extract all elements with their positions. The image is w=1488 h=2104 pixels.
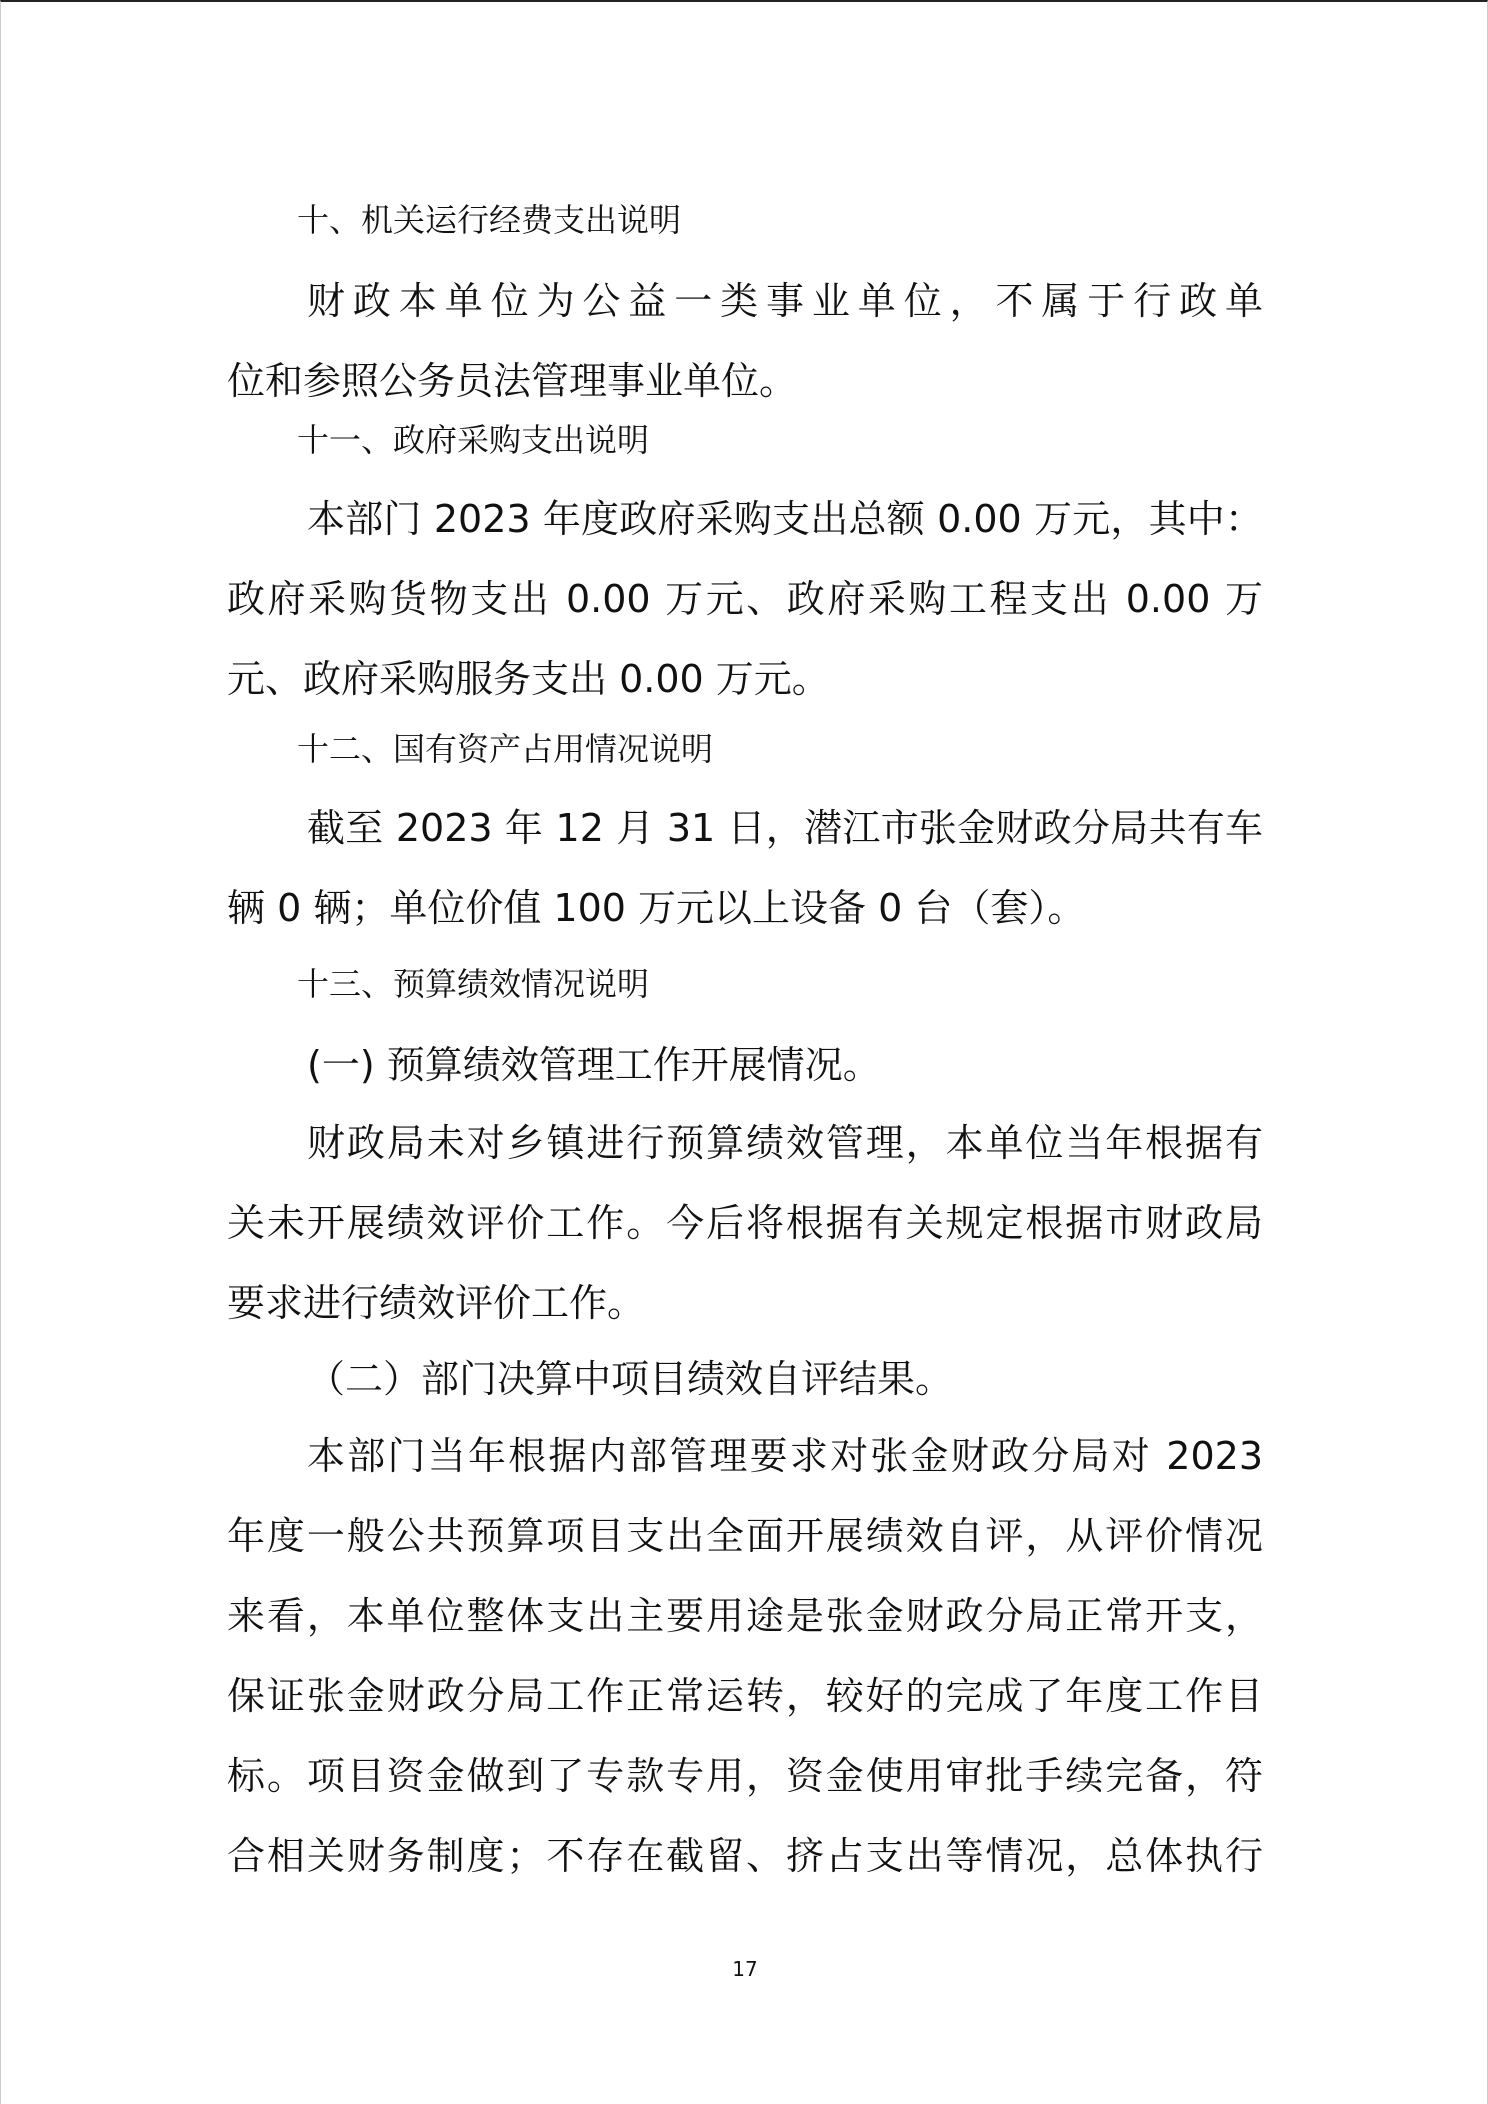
- page-number: 17: [732, 1957, 758, 1981]
- paragraph-line: 标。项目资金做到了专款专用，资金使用审批手续完备，符: [227, 1754, 1263, 1798]
- section-heading-11: 十一、政府采购支出说明: [297, 421, 650, 459]
- paragraph-line: 位和参照公务员法管理事业单位。: [227, 359, 798, 403]
- subsection-heading-1: (一) 预算绩效管理工作开展情况。: [307, 1043, 881, 1087]
- section-heading-10: 十、机关运行经费支出说明: [297, 201, 682, 239]
- section-heading-12: 十二、国有资产占用情况说明: [297, 730, 714, 768]
- paragraph-line: 年度一般公共预算项目支出全面开展绩效自评，从评价情况: [227, 1514, 1263, 1558]
- section-12-paragraph: [227, 788, 1263, 948]
- section-11-paragraph: [227, 479, 1263, 719]
- section-13-paragraph-1: [227, 1103, 1263, 1343]
- paragraph-line: 辆 0 辆；单位价值 100 万元以上设备 0 台（套）。: [227, 886, 1086, 930]
- section-10-paragraph: [227, 261, 1263, 421]
- paragraph-line: 合相关财务制度；不存在截留、挤占支出等情况，总体执行: [227, 1834, 1263, 1878]
- subsection-heading-2: （二）部门决算中项目绩效自评结果。: [307, 1357, 954, 1401]
- paragraph-line: 要求进行绩效评价工作。: [227, 1281, 646, 1325]
- paragraph-line: 政府采购货物支出 0.00 万元、政府采购工程支出 0.00 万: [227, 577, 1263, 621]
- section-heading-13: 十三、预算绩效情况说明: [297, 965, 650, 1003]
- paragraph-line: 来看，本单位整体支出主要用途是张金财政分局正常开支，: [227, 1594, 1263, 1638]
- paragraph-line: 本部门当年根据内部管理要求对张金财政分局对 2023: [307, 1434, 1263, 1478]
- paragraph-line: 本部门 2023 年度政府采购支出总额 0.00 万元，其中：: [307, 497, 1263, 541]
- paragraph-line: 财政本单位为公益一类事业单位，不属于行政单: [307, 279, 1263, 323]
- paragraph-line: 截至 2023 年 12 月 31 日，潜江市张金财政分局共有车: [307, 806, 1263, 850]
- paragraph-line: 关未开展绩效评价工作。今后将根据有关规定根据市财政局: [227, 1201, 1263, 1245]
- paragraph-line: 保证张金财政分局工作正常运转，较好的完成了年度工作目: [227, 1674, 1263, 1718]
- paragraph-line: 元、政府采购服务支出 0.00 万元。: [227, 657, 830, 701]
- paragraph-line: 财政局未对乡镇进行预算绩效管理，本单位当年根据有: [307, 1121, 1263, 1165]
- section-13-paragraph-2: [227, 1416, 1263, 1896]
